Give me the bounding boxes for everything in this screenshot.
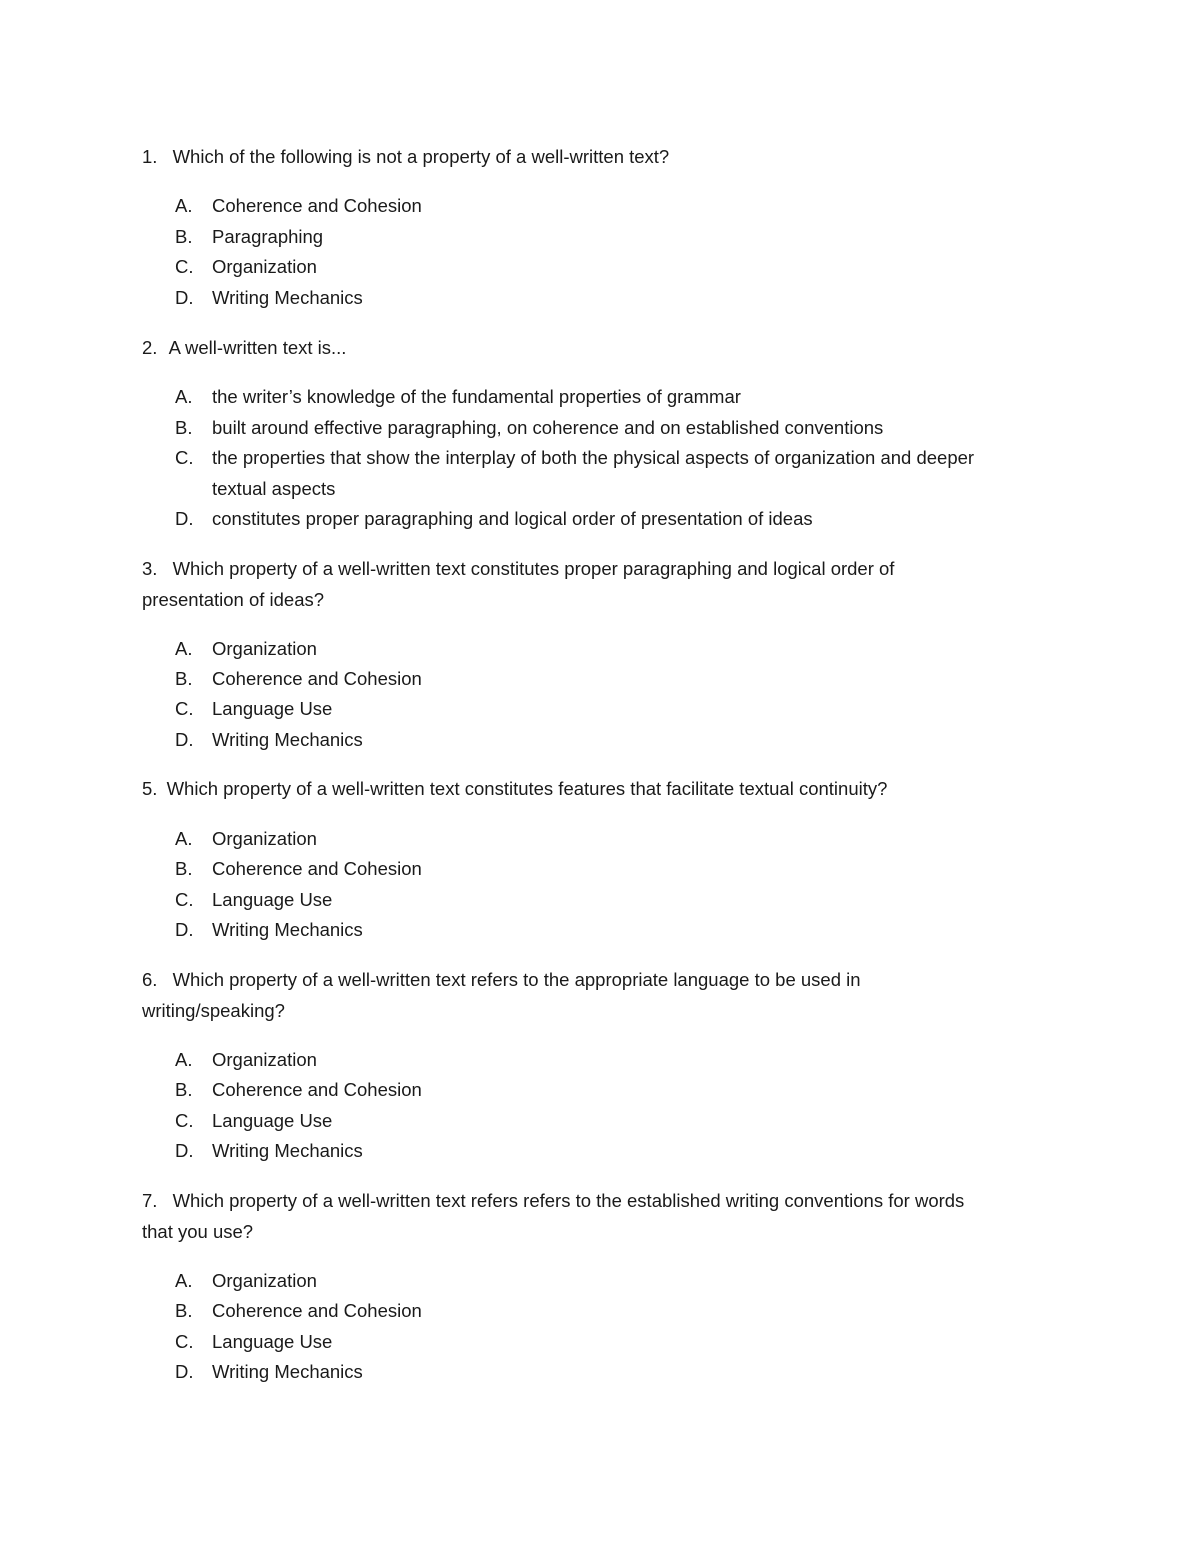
option-letter: A. [175,638,193,659]
question-7-stem-continued: that you use? [142,1221,254,1242]
option-letter: D. [175,1140,194,1161]
option-letter: B. [175,858,193,879]
question-text: Which property of a well-written text refers refers to the established writing conventions for words [172,1190,965,1211]
option-text: Coherence and Cohesion [212,858,422,879]
option-text: Organization [212,256,317,277]
option-letter: D. [175,287,194,308]
question-1-stem [142,145,669,169]
option-letter: C. [175,1110,194,1131]
option-letter: C. [175,447,194,468]
option-text: the writer’s knowledge of the fundamental properties of grammar [212,386,741,407]
option-text: Writing Mechanics [212,287,363,308]
question-number: 7. [142,1190,158,1211]
option-letter: B. [175,226,193,247]
question-6-stem [142,968,861,992]
option-text: Writing Mechanics [212,729,363,750]
question-number: 6. [142,969,158,990]
option-text: Language Use [212,889,333,910]
question-2-stem [142,336,346,360]
option-text: constitutes proper paragraphing and logical order of presentation of ideas [212,508,813,529]
question-5-stem [142,777,887,801]
option-text: Language Use [212,1331,333,1352]
question-number: 1. [142,146,158,167]
question-6-stem-continued: writing/speaking? [142,1000,285,1021]
question-text: Which of the following is not a property of a well-written text? [172,146,670,167]
option-letter: B. [175,1300,193,1321]
option-letter: A. [175,1049,193,1070]
option-letter: C. [175,256,194,277]
question-number: 3. [142,558,158,579]
option-letter: C. [175,1331,194,1352]
option-text: built around effective paragraphing, on coherence and on established conventions [212,417,884,438]
question-number: 5. [142,778,158,799]
question-text: Which property of a well-written text constitutes features that facilitate textual continuity? [166,778,888,799]
option-text: Writing Mechanics [212,1361,363,1382]
option-text: Paragraphing [212,226,324,247]
option-letter: D. [175,919,194,940]
question-3-stem [142,557,894,581]
option-letter: C. [175,889,194,910]
option-text: Language Use [212,1110,333,1131]
question-7-stem [142,1189,964,1213]
option-text: Organization [212,828,317,849]
option-text: Coherence and Cohesion [212,195,422,216]
option-letter: A. [175,828,193,849]
option-text: Organization [212,1270,317,1291]
option-text: Organization [212,638,317,659]
option-text: Coherence and Cohesion [212,668,422,689]
option-text: Coherence and Cohesion [212,1300,422,1321]
option-text: Organization [212,1049,317,1070]
option-text-continued: textual aspects [212,478,336,499]
question-text: Which property of a well-written text constitutes proper paragraphing and logical order of [172,558,895,579]
option-text: Writing Mechanics [212,919,363,940]
option-letter: A. [175,1270,193,1291]
option-letter: A. [175,386,193,407]
option-letter: D. [175,729,194,750]
option-letter: B. [175,668,193,689]
option-letter: A. [175,195,193,216]
option-letter: D. [175,1361,194,1382]
option-letter: C. [175,698,194,719]
option-letter: B. [175,417,193,438]
question-number: 2. [142,337,158,358]
option-text: Coherence and Cohesion [212,1079,422,1100]
option-letter: D. [175,508,194,529]
option-text: the properties that show the interplay of both the physical aspects of organization and deeper [212,447,975,468]
option-text: Writing Mechanics [212,1140,363,1161]
option-text: Language Use [212,698,333,719]
option-letter: B. [175,1079,193,1100]
question-text: A well-written text is... [168,337,347,358]
question-text: Which property of a well-written text refers to the appropriate language to be used in [172,969,861,990]
question-3-stem-continued: presentation of ideas? [142,589,325,610]
